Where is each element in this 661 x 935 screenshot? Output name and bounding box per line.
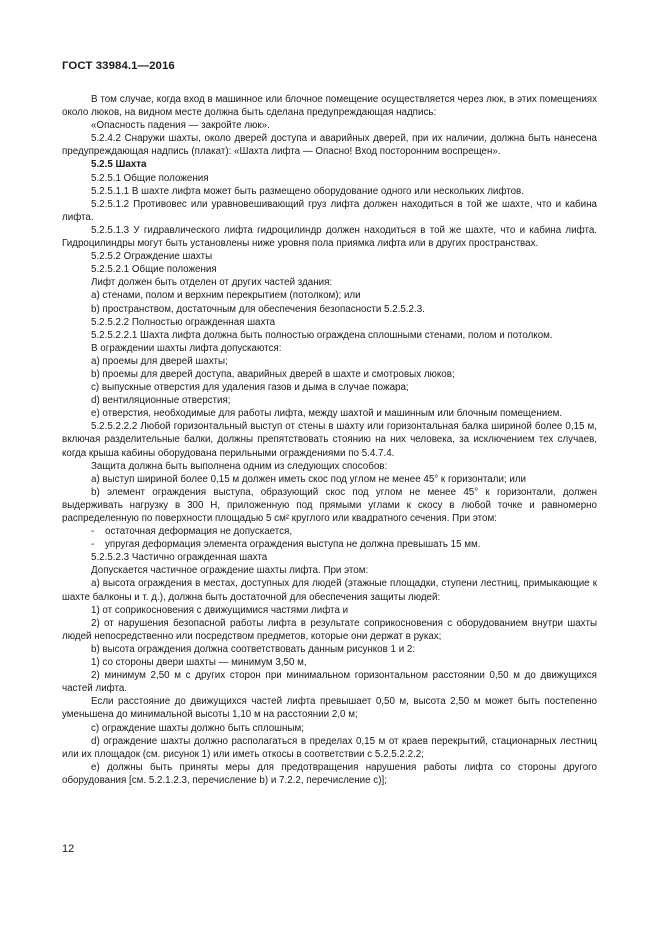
paragraph: Если расстояние до движущихся частей лифта превышает 0,50 м, высота 2,50 м может быть постепенно уменьшена до минимальной высоты 1,10 м на расстоянии 2,0 м; (62, 696, 597, 721)
section-heading: 5.2.5 Шахта (91, 159, 147, 171)
list-item: 2) минимум 2,50 м с других сторон при минимальном горизонтальном расстоянии 0,50 м до движущихся частей лифта. (62, 670, 597, 695)
paragraph: 5.2.5.1 Общие положения (91, 172, 209, 184)
dash-list-item (62, 538, 597, 551)
list-item: e) отверстия, необходимые для работы лифта, между шахтой и машинным или блочным помещением. (91, 408, 563, 420)
list-item: d) вентиляционные отверстия; (91, 395, 231, 407)
list-item: b) проемы для дверей доступа, аварийных дверей в шахте и смотровых люков; (91, 368, 455, 380)
list-item: a) высота ограждения в местах, доступных для людей (этажные площадки, ступени лестниц, примыкающие к шахте балконы и т. д.), должна быть достаточной для обеспечения защиты людей: (62, 578, 597, 603)
list-item: e) должны быть приняты меры для предотвращения нарушения работы лифта со стороны другого оборудования [см. 5.2.1.2.3, перечисление b) и 7.2.2, перечисление c)]; (62, 761, 597, 786)
dash-marker: - (91, 526, 95, 538)
paragraph: В том случае, когда вход в машинное или блочное помещение осуществляется через люк, в этих помещениях около люков, на видном месте должна быть сделана предупреждающая надпись: (62, 94, 597, 119)
dash-list-text: упругая деформация элемента ограждения выступа не должна превышать 15 мм. (105, 539, 481, 551)
list-item: 1) от соприкосновения с движущимися частями лифта и (91, 604, 349, 616)
paragraph: 5.2.4.2 Снаружи шахты, около дверей доступа и аварийных дверей, при их наличии, должна быть нанесена предупреждающая надпись (плакат): «Шахта лифта — Опасно! Вход посторонним воспрещен». (62, 133, 597, 158)
paragraph: Защита должна быть выполнена одним из следующих способов: (91, 460, 388, 472)
list-item: a) выступ шириной более 0,15 м должен иметь скос под углом не менее 45° к горизонтали; или (91, 473, 527, 485)
paragraph: 5.2.5.2.2.2 Любой горизонтальный выступ от стены в шахту или горизонтальная балка шириной более 0,15 м, включая разделительные балки, должны препятствовать стоянию на них человека, за исключением тех случаев, когда крыша кабины оборудована перильными ограждениями по 5.4.7.4. (62, 421, 597, 459)
paragraph: 5.2.5.1.2 Противовес или уравновешивающий груз лифта должен находиться в той же шахте, что и кабина лифта. (62, 198, 597, 223)
list-item: c) выпускные отверстия для удаления газов и дыма в случае пожара; (91, 382, 409, 394)
list-item: a) стенами, полом и верхним перекрытием (потолком); или (91, 290, 361, 302)
list-item: b) высота ограждения должна соответствовать данным рисунков 1 и 2: (91, 643, 416, 655)
paragraph: Допускается частичное ограждение шахты лифта. При этом: (91, 565, 369, 577)
paragraph: Лифт должен быть отделен от других частей здания: (91, 277, 333, 289)
list-item: c) ограждение шахты должно быть сплошным; (91, 722, 304, 734)
paragraph: «Опасность падения — закройте люк». (91, 120, 270, 132)
dash-list-text: остаточная деформация не допускается, (105, 526, 293, 538)
list-item: 2) от нарушения безопасной работы лифта в результате соприкосновения с оборудованием внутри шахты людей непосредственно или посредством предметов, которые они держат в руках; (62, 617, 597, 642)
list-item: a) проемы для дверей шахты; (91, 355, 228, 367)
list-item: b) элемент ограждения выступа, образующий скос под углом не менее 45° к горизонтали, должен выдерживать нагрузку в 300 Н, приложенную под прямыми углами к скосу в любой точке и равномерно распределенную по поверхности площадью 5 см² круглого или квадратного сечения. При этом: (62, 486, 597, 524)
body-text (62, 93, 597, 787)
paragraph: 5.2.5.2.1 Общие положения (91, 264, 217, 276)
paragraph: 5.2.5.1.1 В шахте лифта может быть размещено оборудование одного или нескольких лифтов. (91, 185, 524, 197)
paragraph: 5.2.5.2.3 Частично огражденная шахта (91, 552, 268, 564)
dash-marker: - (91, 539, 95, 551)
standard-header: ГОСТ 33984.1—2016 (62, 60, 175, 72)
paragraph: 5.2.5.2.2 Полностью огражденная шахта (91, 316, 276, 328)
paragraph: В ограждении шахты лифта допускаются: (91, 342, 282, 354)
paragraph: 5.2.5.2 Ограждение шахты (91, 251, 213, 263)
list-item: d) ограждение шахты должно располагаться в пределах 0,15 м от краев перекрытий, стационарных лестниц или их площадок (см. рисунок 1) или иметь откосы в соответствии с 5.2.5.2.2.2; (62, 735, 597, 760)
paragraph: 5.2.5.2.2.1 Шахта лифта должна быть полностью ограждена сплошными стенами, полом и потолком. (91, 329, 553, 341)
list-item: b) пространством, достаточным для обеспечения безопасности 5.2.5.2.3. (91, 303, 425, 315)
paragraph: 5.2.5.1.3 У гидравлического лифта гидроцилиндр должен находиться в той же шахте, что и кабина лифта. Гидроцилиндры могут быть установлены ниже уровня пола приямка лифта или в других пространствах. (62, 224, 597, 250)
dash-list-item (62, 525, 597, 538)
list-item: 1) со стороны двери шахты — минимум 3,50 м, (91, 657, 307, 669)
page-number: 12 (62, 843, 75, 855)
